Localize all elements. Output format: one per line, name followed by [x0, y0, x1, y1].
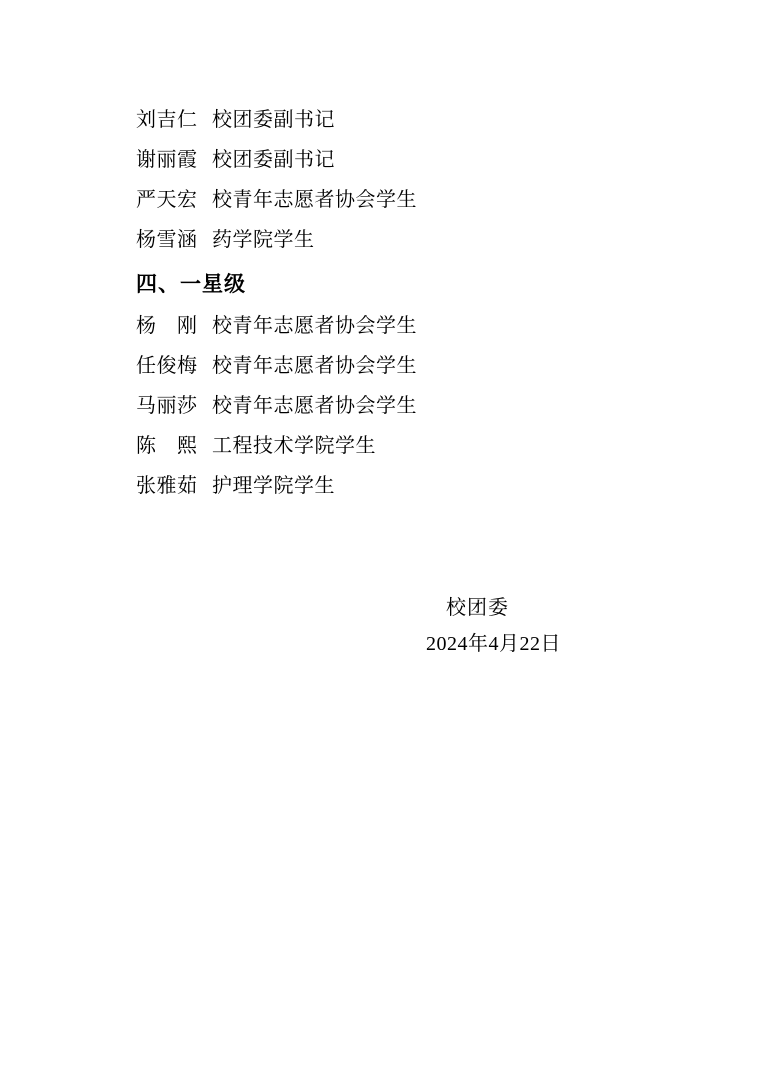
signature-block	[136, 590, 636, 662]
list-item	[136, 220, 636, 260]
person-role: 药学院学生	[212, 229, 315, 251]
signature-organization: 校团委	[446, 597, 509, 619]
person-name: 刘吉仁	[136, 109, 198, 131]
person-role: 校团委副书记	[212, 109, 335, 131]
person-name: 谢丽霞	[136, 149, 198, 171]
person-role: 校青年志愿者协会学生	[212, 315, 417, 337]
document-body	[136, 100, 636, 506]
list-item	[136, 426, 636, 466]
list-item	[136, 140, 636, 180]
person-name: 任俊梅	[136, 355, 198, 377]
list-item	[136, 466, 636, 506]
list-item	[136, 100, 636, 140]
person-role: 护理学院学生	[212, 475, 335, 497]
signature-date: 2024年4月22日	[426, 633, 561, 655]
list-item	[136, 386, 636, 426]
person-name: 杨 刚	[136, 315, 198, 337]
list-item	[136, 180, 636, 220]
person-role: 校青年志愿者协会学生	[212, 355, 417, 377]
person-role: 校青年志愿者协会学生	[212, 189, 417, 211]
person-role: 校团委副书记	[212, 149, 335, 171]
person-role: 校青年志愿者协会学生	[212, 395, 417, 417]
list-item	[136, 346, 636, 386]
person-name: 马丽莎	[136, 395, 198, 417]
person-name: 严天宏	[136, 189, 198, 211]
section-heading: 四、一星级	[136, 272, 246, 296]
person-name: 张雅茹	[136, 475, 198, 497]
list-item	[136, 306, 636, 346]
person-name: 陈 熙	[136, 435, 198, 457]
person-role: 工程技术学院学生	[212, 435, 376, 457]
person-name: 杨雪涵	[136, 229, 198, 251]
